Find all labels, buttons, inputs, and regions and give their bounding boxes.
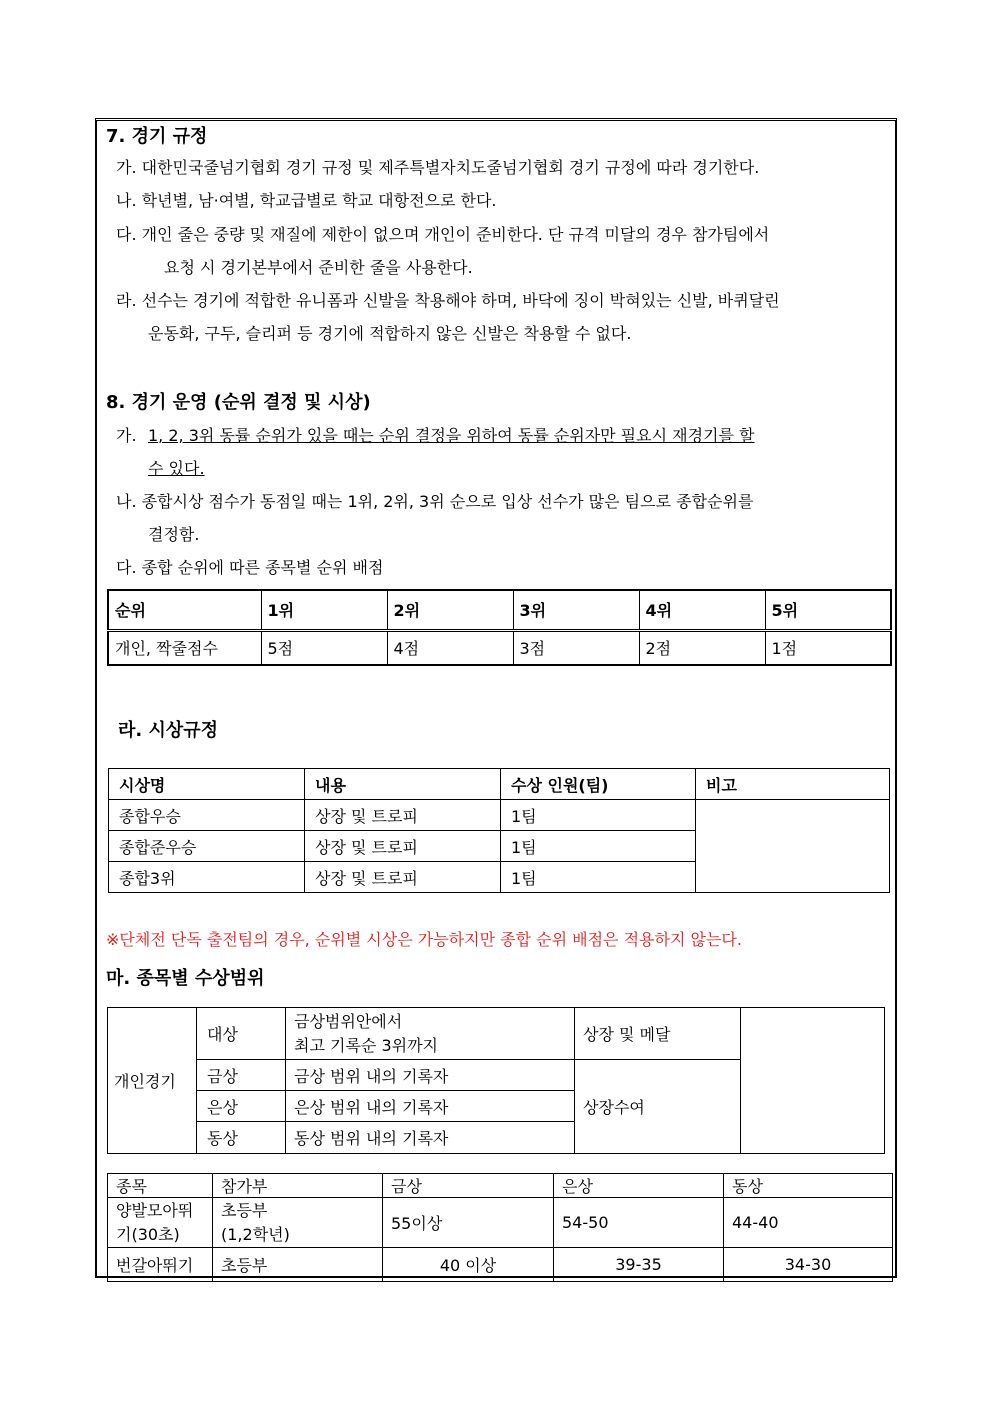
award-cell: 종합우승 <box>109 800 305 831</box>
event-header-cell: 은상 <box>554 1174 724 1198</box>
s7-item-na: 나. 학년별, 남·여별, 학교급별로 학교 대항전으로 한다. <box>116 191 497 210</box>
rank-cell: 개인, 짝줄점수 <box>108 630 261 665</box>
rank-header-cell: 5위 <box>765 590 891 630</box>
award-title: 라. 시상규정 <box>118 720 219 741</box>
award-cell: 1팀 <box>501 800 696 831</box>
scope-desc-cell <box>286 1008 575 1060</box>
award-header-cell: 비고 <box>696 769 890 800</box>
event-name-cell <box>108 1198 213 1248</box>
scope-group-cell: 개인경기 <box>108 1008 197 1154</box>
rank-header-cell: 순위 <box>108 590 261 630</box>
scope-label-cell: 대상 <box>197 1008 286 1060</box>
rank-cell: 4점 <box>387 630 513 665</box>
award-remark-cell <box>696 800 890 893</box>
s8-ga-line2: 수 있다. <box>148 459 205 478</box>
award-cell: 종합3위 <box>109 862 305 893</box>
event-division-cell <box>213 1198 383 1248</box>
s8-na-line2: 결정함. <box>148 525 200 544</box>
event-silver-cell: 39-35 <box>554 1248 724 1282</box>
award-header-cell: 수상 인원(팀) <box>501 769 696 800</box>
event-name-line: 양발모아뛰 <box>116 1200 194 1220</box>
scope-desc-cell: 은상 범위 내의 기록자 <box>286 1091 575 1122</box>
rank-cell: 2점 <box>639 630 765 665</box>
s7-item-da-cont: 요청 시 경기본부에서 준비한 줄을 사용한다. <box>164 258 473 277</box>
scope-desc-line: 금상범위안에서 <box>294 1011 403 1031</box>
award-cell: 상장 및 트로피 <box>305 831 501 862</box>
event-division-line: 초등부 <box>221 1200 268 1220</box>
event-header-cell: 참가부 <box>213 1174 383 1198</box>
scope-desc-line: 최고 기록순 3위까지 <box>294 1035 438 1055</box>
s8-ga-line1: 1, 2, 3위 동률 순위가 있을 때는 순위 결정을 위하여 동률 순위자만 필요시 재경기를 할 <box>148 426 755 445</box>
award-header-cell: 시상명 <box>109 769 305 800</box>
rank-header-cell: 3위 <box>513 590 639 630</box>
event-name-cell: 번갈아뛰기 <box>108 1248 213 1282</box>
event-division-cell: 초등부 <box>213 1248 383 1282</box>
rank-cell: 1점 <box>765 630 891 665</box>
event-bronze-cell: 44-40 <box>724 1198 893 1248</box>
scope-prize-cell: 상장수여 <box>575 1060 741 1154</box>
s7-item-ga: 가. 대한민국줄넘기협회 경기 규정 및 제주특별자치도줄넘기협회 경기 규정에 따라 경기한다. <box>116 158 760 177</box>
event-header-cell: 종목 <box>108 1174 213 1198</box>
s7-item-da: 다. 개인 줄은 중량 및 재질에 제한이 없으며 개인이 준비한다. 단 규격 미달의 경우 참가팀에서 <box>116 225 770 244</box>
award-header-cell: 내용 <box>305 769 501 800</box>
event-gold-cell: 40 이상 <box>383 1248 554 1282</box>
scope-label-cell: 동상 <box>197 1122 286 1154</box>
award-cell: 종합준우승 <box>109 831 305 862</box>
rank-table <box>107 589 892 666</box>
event-gold-cell: 55이상 <box>383 1198 554 1248</box>
rank-header-cell: 4위 <box>639 590 765 630</box>
scope-title: 마. 종목별 수상범위 <box>106 968 265 989</box>
section-8-title: 8. 경기 운영 (순위 결정 및 시상) <box>106 392 371 413</box>
s8-na-line1: 나. 종합시상 점수가 동점일 때는 1위, 2위, 3위 순으로 입상 선수가 많은 팀으로 종합순위를 <box>116 492 754 511</box>
scope-desc-cell: 동상 범위 내의 기록자 <box>286 1122 575 1154</box>
scope-prize-cell: 상장 및 메달 <box>575 1008 741 1060</box>
event-bronze-cell: 34-30 <box>724 1248 893 1282</box>
event-header-cell: 동상 <box>724 1174 893 1198</box>
award-cell: 상장 및 트로피 <box>305 800 501 831</box>
scope-table <box>107 1007 885 1154</box>
award-cell: 상장 및 트로피 <box>305 862 501 893</box>
scope-label-cell: 은상 <box>197 1091 286 1122</box>
scope-label-cell: 금상 <box>197 1060 286 1091</box>
event-header-cell: 금상 <box>383 1174 554 1198</box>
s7-item-ra-cont: 운동화, 구두, 슬리퍼 등 경기에 적합하지 않은 신발은 착용할 수 없다. <box>148 324 632 343</box>
s7-item-ra: 라. 선수는 경기에 적합한 유니폼과 신발을 착용해야 하며, 바닥에 징이 박혀있는 신발, 바퀴달린 <box>116 291 780 310</box>
event-silver-cell: 54-50 <box>554 1198 724 1248</box>
award-cell: 1팀 <box>501 862 696 893</box>
event-division-line: (1,2학년) <box>221 1224 290 1244</box>
award-table <box>108 768 890 893</box>
s8-ga-prefix: 가. <box>116 426 137 445</box>
s8-da: 다. 종합 순위에 따른 종목별 순위 배점 <box>116 558 384 577</box>
rank-cell: 5점 <box>261 630 387 665</box>
rank-cell: 3점 <box>513 630 639 665</box>
rank-header-cell: 1위 <box>261 590 387 630</box>
rank-header-cell: 2위 <box>387 590 513 630</box>
section-7-title: 7. 경기 규정 <box>106 126 208 147</box>
award-cell: 1팀 <box>501 831 696 862</box>
scope-desc-cell: 금상 범위 내의 기록자 <box>286 1060 575 1091</box>
event-table <box>107 1173 893 1282</box>
note-text: ※단체전 단독 출전팀의 경우, 순위별 시상은 가능하지만 종합 순위 배점은 적용하지 않는다. <box>106 930 742 949</box>
event-name-line: 기(30초) <box>116 1224 180 1244</box>
scope-remark-cell <box>741 1008 885 1154</box>
